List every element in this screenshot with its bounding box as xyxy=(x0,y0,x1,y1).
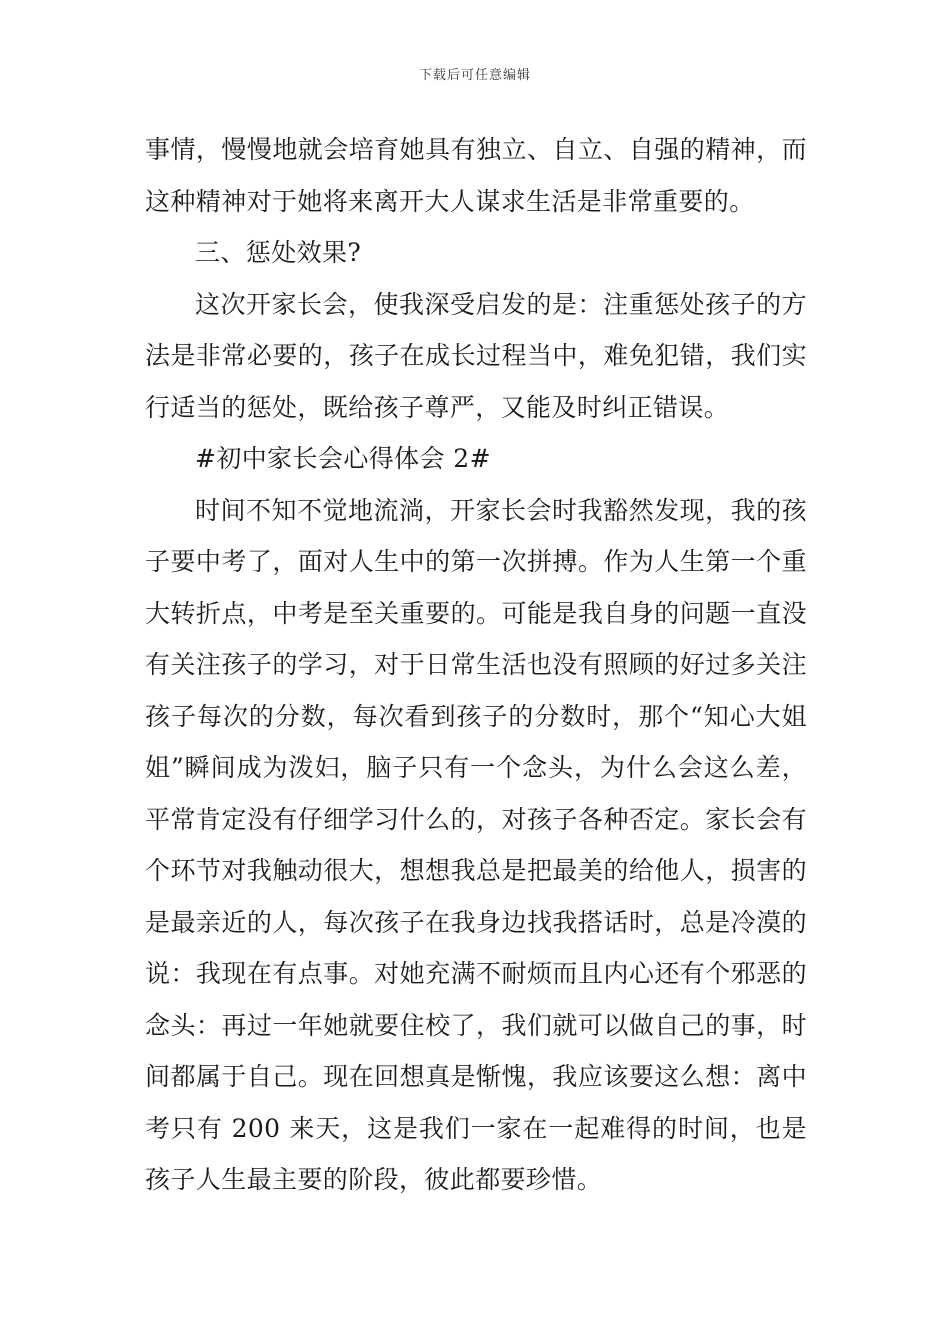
section-heading-essay-2: #初中家长会心得体会 2# xyxy=(195,444,491,473)
document-body xyxy=(145,124,807,1206)
paragraph-punishment: 这次开家长会，使我深受启发的是：注重惩处孩子的方法是非常必要的，孩子在成长过程当中，难免犯错，我们实行适当的惩处，既给孩子尊严，又能及时纠正错误。 xyxy=(145,289,807,422)
paragraph-continuation: 事情，慢慢地就会培育她具有独立、自立、自强的精神，而这种精神对于她将来离开大人谋求生活是非常重要的。 xyxy=(145,135,807,216)
header-note: 下载后可任意编辑 xyxy=(418,68,531,83)
section-heading-punishment-effect: 三、惩处效果? xyxy=(195,238,362,267)
paragraph-essay-2: 时间不知不觉地流淌，开家长会时我豁然发现，我的孩子要中考了，面对人生中的第一次拼搏。作为人生第一个重大转折点，中考是至关重要的。可能是我自身的问题一直没有关注孩子的学习，对于日常生活也没有照顾的好过多关注孩子每次的分数，每次看到孩子的分数时，那个“知心大姐姐”瞬间成为泼妇，脑子只有一个念头，为什么会这么差，平常肯定没有仔细学习什么的，对孩子各种否定。家长会有个环节对我触动很大，想想我总是把最美的给他人，损害的是最亲近的人，每次孩子在我身边找我搭话时，总是冷漠的说：我现在有点事。对她充满不耐烦而且内心还有个邪恶的念头：再过一年她就要住校了，我们就可以做自己的事，时间都属于自己。现在回想真是惭愧，我应该要这么想：离中考只有 200 来天，这是我们一家在一起难得的时间，也是孩子人生最主要的阶段，彼此都要珍惜。 xyxy=(145,495,807,1194)
